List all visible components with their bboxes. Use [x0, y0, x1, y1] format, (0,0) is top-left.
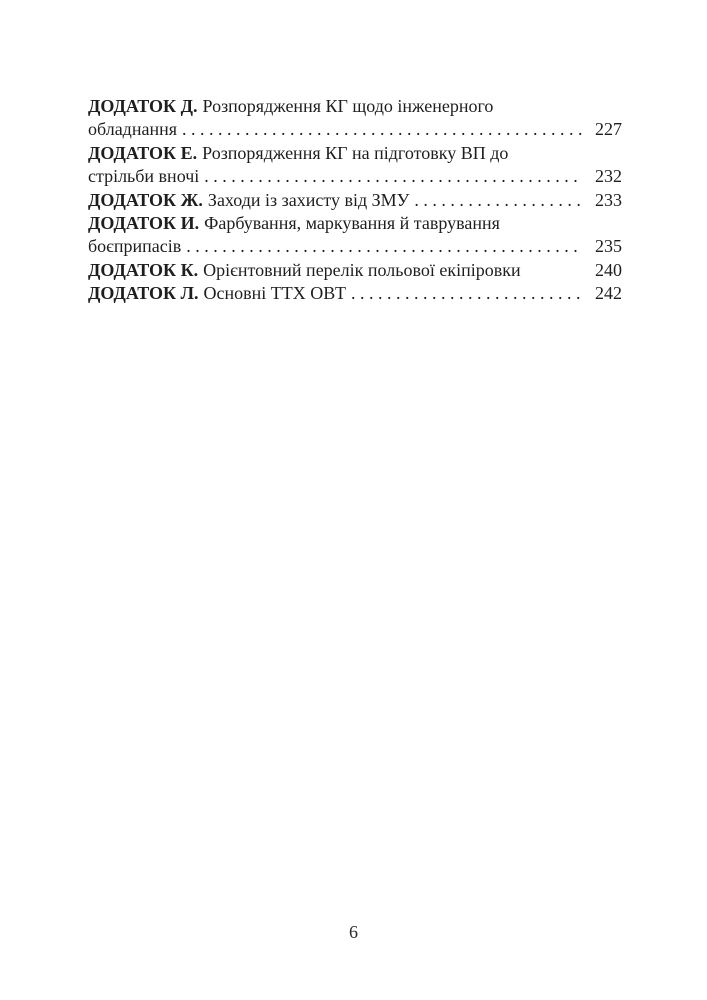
toc-entry-title: Фарбування, маркування й таврування [204, 213, 500, 234]
toc-entry-title: Основні ТТХ ОВТ [203, 283, 347, 304]
toc-entry-line [88, 212, 622, 235]
toc-list [88, 95, 622, 306]
toc-entry [88, 95, 622, 142]
dot-leader [182, 118, 582, 141]
dot-leader [414, 189, 582, 212]
toc-entry-page-number: 235 [595, 236, 622, 257]
toc-entry-page-number: 240 [595, 259, 622, 280]
toc-entry-title: Заходи із захисту від ЗМУ [207, 189, 410, 210]
toc-entry-label: ДОДАТОК Л. [88, 283, 199, 304]
toc-entry [88, 259, 622, 282]
toc-entry-title-continuation: стрільби вночі [88, 166, 200, 187]
toc-entry-line [88, 189, 622, 212]
toc-entry-page-number: 232 [595, 166, 622, 187]
dot-leader [186, 235, 582, 258]
toc-entry-line [88, 142, 622, 165]
toc-entry-title: Розпорядження КГ на підготовку ВП до [202, 142, 509, 163]
toc-entry-title: Розпорядження КГ щодо інженерного [202, 96, 494, 116]
toc-entry-label: ДОДАТОК Ж. [88, 189, 203, 210]
dot-leader [204, 165, 582, 188]
toc-entry-label: ДОДАТОК К. [88, 259, 199, 280]
dot-leader [351, 282, 582, 305]
toc-entry-line [88, 282, 622, 305]
toc-entry [88, 282, 622, 305]
toc-entry-title-continuation: боєприпасів [88, 236, 182, 257]
toc-entry-label: ДОДАТОК Е. [88, 142, 198, 163]
toc-entry-label: ДОДАТОК Д. [88, 96, 198, 116]
toc-entry [88, 142, 622, 189]
toc-entry-title: Орієнтовний перелік польової екіпіровки [203, 259, 521, 280]
toc-entry-label: ДОДАТОК И. [88, 213, 200, 234]
toc-entry [88, 189, 622, 212]
toc-entry-line [88, 165, 622, 188]
toc-entry-title-continuation: обладнання [88, 119, 178, 140]
toc-entry-line [88, 235, 622, 258]
toc-entry-line [88, 259, 622, 282]
toc-entry-line [88, 95, 622, 118]
toc-entry-page-number: 233 [595, 189, 622, 210]
toc-entry [88, 212, 622, 259]
toc-entry-line [88, 118, 622, 141]
toc-entry-page-number: 242 [595, 283, 622, 304]
toc-entry-page-number: 227 [595, 119, 622, 140]
footer-page-number: 6 [349, 922, 358, 942]
